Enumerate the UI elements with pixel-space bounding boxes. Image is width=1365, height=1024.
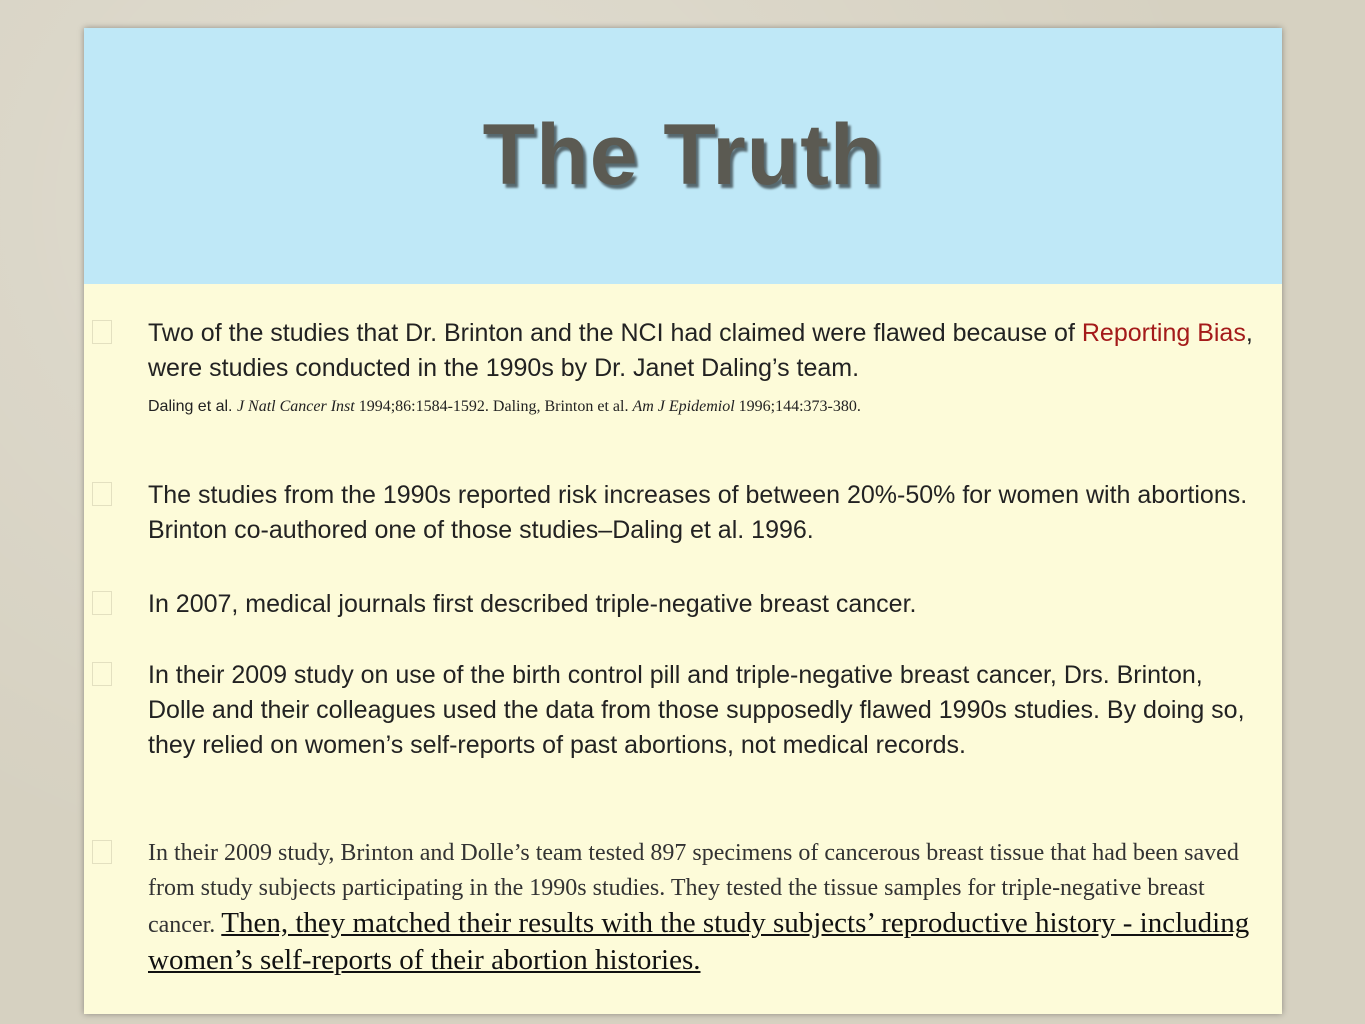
reporting-bias-highlight: Reporting Bias (1081, 319, 1246, 347)
citation-part: 1994;86:1584-1592. Daling, Brinton et al. (354, 398, 633, 415)
bullet-marker-icon (92, 840, 112, 864)
bullet-text (148, 316, 1260, 421)
bullet-marker-icon (92, 320, 112, 344)
bullet-marker-icon (92, 662, 112, 686)
citation-part: 1996;144:373-380. (734, 398, 861, 415)
citation-journal: J Natl Cancer Inst (236, 398, 355, 415)
underlined-text: Then, they matched their results with the study subjects’ reproductive history - including women’s self-reports of their abortion histories. (148, 907, 1250, 976)
bullet-text: In their 2009 study on use of the birth control pill and triple-negative breast cancer, Drs. Brinton, Dolle and their colleagues used the data from those supposedly flawed 1990s studies. By doing so, they relied on women’s self-reports of past abortions, not medical records. (148, 661, 1245, 759)
citation (148, 398, 861, 415)
bullet-marker-icon (92, 482, 112, 506)
citation-journal: Am J Epidemiol (632, 398, 735, 415)
bullet-marker-icon (92, 591, 112, 615)
citation-part: Daling et al. (148, 398, 237, 415)
slide (84, 28, 1282, 1014)
bullet-text-part: Two of the studies that Dr. Brinton and the NCI had claimed were flawed because of (148, 319, 1082, 347)
slide-title: The Truth (482, 107, 884, 203)
bullet-text-part: In their 2009 study, Brinton and Dolle’s team tested 897 specimens of cancerous breast tissue that had been saved from study subjects participating in the 1990s studies. They tested the tissue samples for triple-negative breast cancer. (148, 840, 1239, 938)
bullet-text-part: , were studies conducted in the 1990s by Dr. Janet Daling’s team. (148, 319, 1253, 382)
bullet-text (148, 836, 1260, 980)
title-band (84, 28, 1282, 284)
bullet-text: In 2007, medical journals first described triple-negative breast cancer. (148, 590, 917, 618)
bullet-text: The studies from the 1990s reported risk increases of between 20%-50% for women with abortions. Brinton co-authored one of those studies–Daling et al. 1996. (148, 481, 1248, 544)
